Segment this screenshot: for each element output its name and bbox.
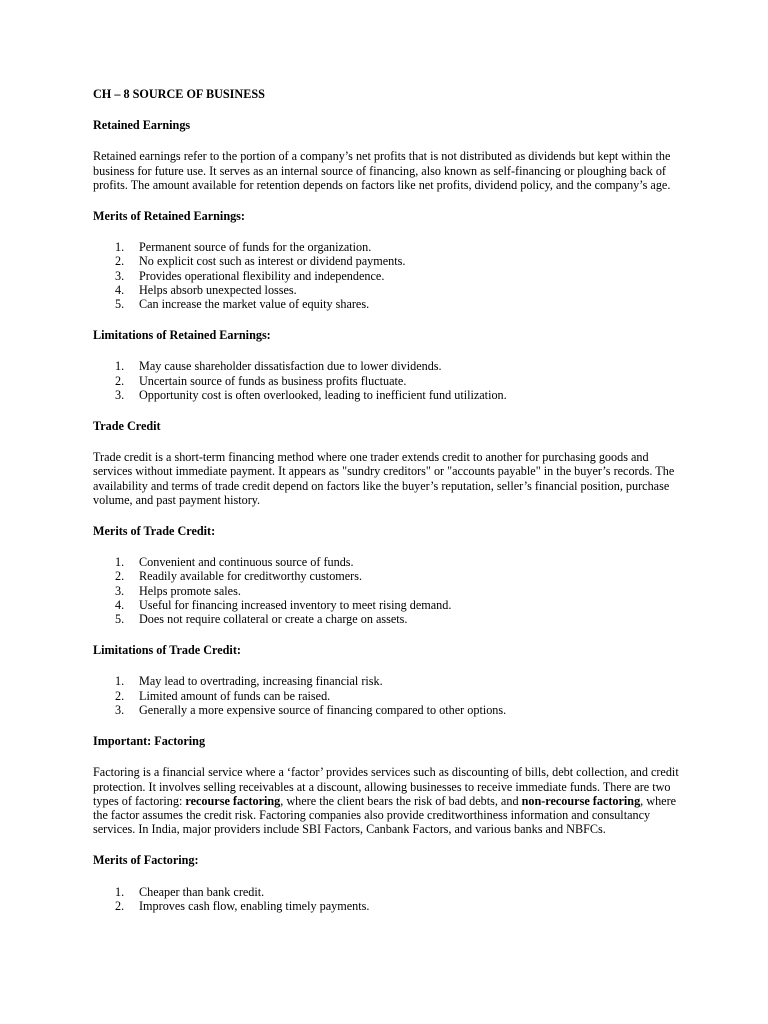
retained-limitations-list xyxy=(93,359,683,402)
list-item: 2. Uncertain source of funds as business profits fluctuate. xyxy=(115,373,407,388)
list-item: 2. Limited amount of funds can be raised. xyxy=(115,688,331,703)
list-item: 3. Opportunity cost is often overlooked, leading to inefficient fund utilization. xyxy=(115,387,507,402)
list-item: 1. Cheaper than bank credit. xyxy=(115,884,265,899)
retained-merits-list xyxy=(93,240,683,311)
factoring-paragraph: Factoring is a financial service where a ‘factor’ provides services such as discounting of bills, debt collection, and credit protection. It involves selling receivables at a discount, allowing businesses to receive immediate funds. There are two types of factoring: recourse factoring, where the client bears the risk of bad debts, and non-recourse factoring, where the factor assumes the credit risk. Factoring companies also provide creditworthiness information and consultancy services. In India, major providers include SBI Factors, Canbank Factors, and various banks and NBFCs. xyxy=(93,765,679,837)
trade-merits-list xyxy=(93,555,683,626)
factoring-heading: Important: Factoring xyxy=(93,734,206,749)
chapter-title: CH – 8 SOURCE OF BUSINESS xyxy=(93,87,265,101)
list-item: 1. May cause shareholder dissatisfaction due to lower dividends. xyxy=(115,359,442,374)
list-item: 4. Useful for financing increased inventory to meet rising demand. xyxy=(115,597,452,612)
list-item: 5. Does not require collateral or create a charge on assets. xyxy=(115,612,408,627)
list-item: 1. Convenient and continuous source of funds. xyxy=(115,555,354,570)
trade-limitations-list xyxy=(93,674,683,717)
document-body xyxy=(93,87,683,930)
list-item: 1. Permanent source of funds for the organization. xyxy=(115,240,372,255)
trade-credit-paragraph: Trade credit is a short-term financing method where one trader extends credit to another for purchasing goods and services without immediate payment. It appears as "sundry creditors" or "accounts payable" in the buyer’s records. The availability and terms of trade credit depend on factors like the buyer’s reputation, seller’s financial position, purchase volume, and past payment history. xyxy=(93,450,675,507)
list-item: 4. Helps absorb unexpected losses. xyxy=(115,282,297,297)
list-item: 3. Provides operational flexibility and independence. xyxy=(115,268,385,283)
list-item: 2. Improves cash flow, enabling timely payments. xyxy=(115,898,370,913)
retained-earnings-heading: Retained Earnings xyxy=(93,118,191,133)
list-item: 1. May lead to overtrading, increasing financial risk. xyxy=(115,674,383,689)
retained-earnings-paragraph: Retained earnings refer to the portion of a company’s net profits that is not distributed as dividends but kept within the business for future use. It serves as an internal source of financing, also known as self-financing or ploughing back of profits. The amount available for retention depends on factors like net profits, dividend policy, and the company’s age. xyxy=(93,149,671,192)
list-item: 2. Readily available for creditworthy customers. xyxy=(115,569,363,584)
list-item: 2. No explicit cost such as interest or dividend payments. xyxy=(115,254,406,269)
non-recourse-factoring-term: non-recourse factoring xyxy=(521,793,641,808)
trade-merits-heading: Merits of Trade Credit: xyxy=(93,524,216,539)
list-item: 3. Generally a more expensive source of financing compared to other options. xyxy=(115,702,507,717)
list-item: 5. Can increase the market value of equity shares. xyxy=(115,297,370,312)
factoring-merits-heading: Merits of Factoring: xyxy=(93,853,199,868)
factoring-merits-list xyxy=(93,885,683,913)
list-item: 3. Helps promote sales. xyxy=(115,583,241,598)
trade-limitations-heading: Limitations of Trade Credit: xyxy=(93,643,241,658)
retained-limitations-heading: Limitations of Retained Earnings: xyxy=(93,328,271,343)
retained-merits-heading: Merits of Retained Earnings: xyxy=(93,209,245,224)
recourse-factoring-term: recourse factoring xyxy=(185,793,281,808)
trade-credit-heading: Trade Credit xyxy=(93,419,161,434)
